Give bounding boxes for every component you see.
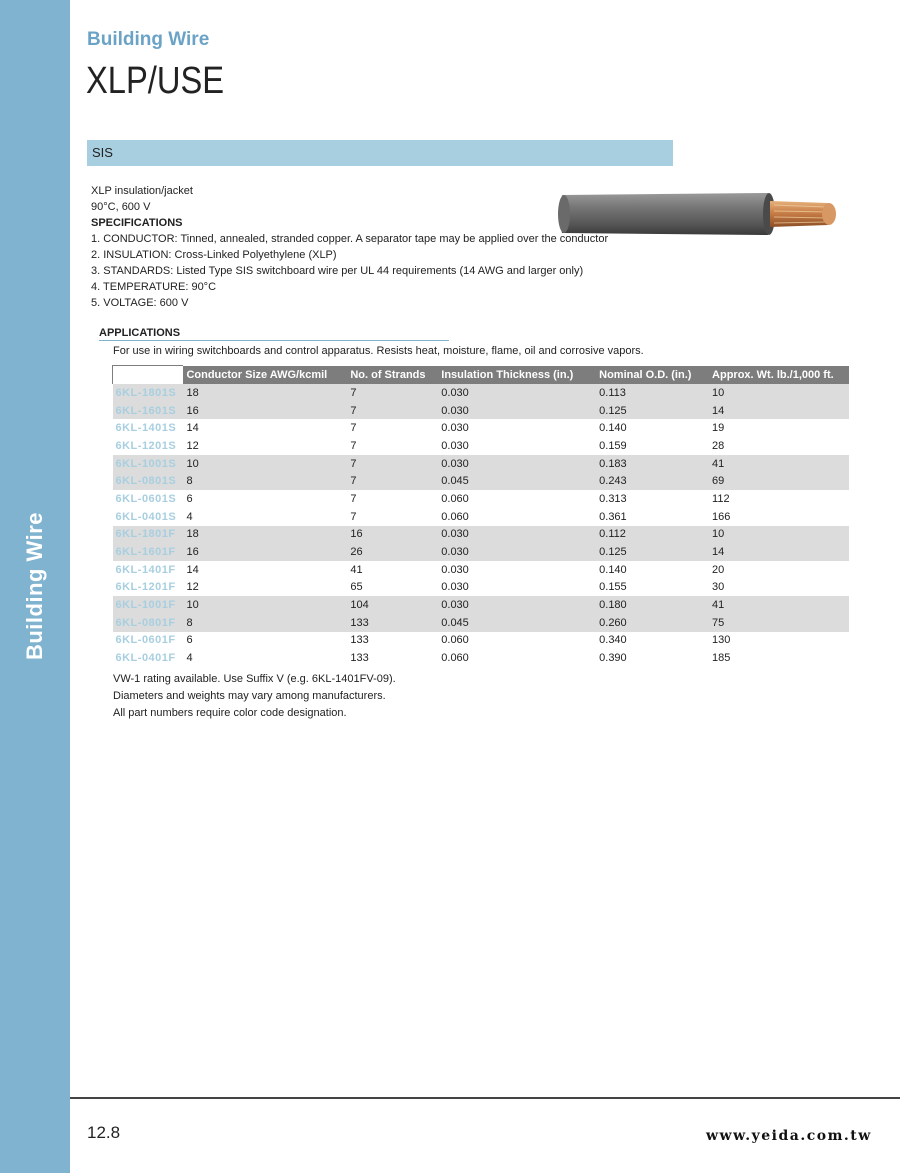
cell-conductor-size: 18 [183, 384, 347, 402]
table-row [113, 472, 850, 490]
cell-strands: 26 [347, 543, 438, 561]
table-row [113, 579, 850, 597]
cell-approx-weight: 75 [709, 614, 849, 632]
cell-insulation-thickness: 0.060 [441, 652, 469, 665]
side-label: Building Wire [22, 511, 47, 661]
cell-approx-weight: 166 [712, 510, 731, 523]
cell-conductor-size: 18 [183, 526, 347, 544]
cell-strands: 7 [347, 384, 438, 402]
cell-conductor-size: 16 [183, 543, 347, 561]
cell-nominal-od: 0.313 [599, 492, 627, 505]
cell-part-number: 6KL-0401F [115, 652, 176, 665]
applications-text: For use in wiring switchboards and control apparatus. Resists heat, moisture, flame, oil and corrosive vapors. [113, 345, 644, 357]
spec-item: 5. VOLTAGE: 600 V [91, 297, 189, 309]
cell-insulation-thickness: 0.030 [441, 563, 469, 576]
cell-insulation-thickness: 0.060 [441, 634, 469, 647]
cell-approx-weight: 30 [712, 581, 725, 594]
header-conductor-size: Conductor Size AWG/kcmil [183, 366, 347, 385]
cell-part-number: 6KL-0601F [115, 634, 176, 647]
cell-approx-weight: 10 [709, 526, 849, 544]
cell-part-number: 6KL-1001S [113, 455, 184, 473]
cell-insulation-thickness: 0.060 [441, 510, 469, 523]
note: Diameters and weights may vary among manufacturers. [113, 690, 386, 702]
cell-part-number: 6KL-1601F [113, 543, 184, 561]
cell-conductor-size: 14 [186, 563, 199, 576]
header-insulation: Insulation Thickness (in.) [438, 366, 596, 385]
cell-conductor-size: 10 [183, 455, 347, 473]
cell-part-number: 6KL-1401F [115, 563, 176, 576]
cell-approx-weight: 14 [709, 543, 849, 561]
table-header-row [113, 366, 850, 385]
cell-insulation-thickness: 0.030 [441, 581, 469, 594]
notes [113, 671, 396, 722]
cell-strands: 16 [347, 526, 438, 544]
website-link[interactable]: www.yeida.com.tw [706, 1128, 872, 1144]
cell-strands: 41 [350, 563, 363, 576]
cell-nominal-od: 0.361 [599, 510, 627, 523]
cell-strands: 7 [350, 510, 357, 523]
cell-strands: 7 [350, 439, 357, 452]
cell-insulation-thickness: 0.030 [441, 422, 469, 435]
cell-strands: 65 [350, 581, 363, 594]
cell-insulation-thickness: 0.030 [438, 526, 596, 544]
cell-conductor-size: 4 [186, 652, 193, 665]
cell-part-number: 6KL-1601S [113, 402, 184, 420]
cell-strands: 7 [347, 402, 438, 420]
cell-nominal-od: 0.155 [599, 581, 627, 594]
intro-line-1: XLP insulation/jacket [91, 185, 193, 197]
cell-conductor-size: 16 [183, 402, 347, 420]
cell-part-number: 6KL-0801F [113, 614, 184, 632]
cell-part-number: 6KL-1801F [113, 526, 184, 544]
spec-item: 1. CONDUCTOR: Tinned, annealed, stranded copper. A separator tape may be applied over the conductor [91, 233, 609, 245]
cell-insulation-thickness: 0.045 [438, 614, 596, 632]
note: All part numbers require color code designation. [113, 707, 347, 719]
spec-text-block [91, 183, 608, 311]
cell-approx-weight: 20 [712, 563, 725, 576]
table-row [113, 419, 850, 437]
cell-nominal-od: 0.243 [596, 472, 709, 490]
spec-table [112, 365, 849, 667]
cell-conductor-size: 6 [186, 492, 193, 505]
cell-insulation-thickness: 0.030 [438, 384, 596, 402]
cell-nominal-od: 0.159 [599, 439, 627, 452]
cell-conductor-size: 14 [186, 422, 199, 435]
cell-part-number: 6KL-1201F [115, 581, 176, 594]
table-row [113, 561, 850, 579]
cell-strands: 133 [350, 652, 369, 665]
cell-nominal-od: 0.125 [596, 402, 709, 420]
cell-part-number: 6KL-1801S [113, 384, 184, 402]
cell-approx-weight: 19 [712, 422, 725, 435]
table-row [113, 490, 850, 508]
cell-approx-weight: 10 [709, 384, 849, 402]
table-row [113, 596, 850, 614]
cell-strands: 7 [350, 422, 357, 435]
spec-item: 4. TEMPERATURE: 90°C [91, 281, 217, 293]
cell-insulation-thickness: 0.030 [438, 596, 596, 614]
side-bar [0, 0, 70, 1173]
section-title: SIS [92, 145, 113, 160]
spec-item: 3. STANDARDS: Listed Type SIS switchboard wire per UL 44 requirements (14 AWG and larger only) [91, 265, 584, 277]
category-heading: Building Wire [87, 29, 210, 50]
cell-approx-weight: 112 [712, 492, 730, 505]
cell-approx-weight: 130 [712, 634, 731, 647]
cell-nominal-od: 0.180 [596, 596, 709, 614]
header-od: Nominal O.D. (in.) [596, 366, 709, 385]
cell-nominal-od: 0.340 [599, 634, 627, 647]
header-weight: Approx. Wt. lb./1,000 ft. [709, 366, 849, 385]
cell-nominal-od: 0.125 [596, 543, 709, 561]
table-row [113, 526, 850, 544]
cell-approx-weight: 41 [709, 596, 849, 614]
table-row [113, 543, 850, 561]
cell-nominal-od: 0.140 [599, 422, 627, 435]
table-body [113, 384, 850, 667]
cell-conductor-size: 12 [186, 439, 199, 452]
cell-insulation-thickness: 0.030 [438, 543, 596, 561]
cell-approx-weight: 185 [712, 652, 731, 665]
spec-item: 2. INSULATION: Cross-Linked Polyethylene (XLP) [91, 249, 337, 261]
header-strands: No. of Strands [347, 366, 438, 385]
cell-insulation-thickness: 0.060 [441, 492, 469, 505]
table-row [113, 649, 850, 667]
table-row [113, 455, 850, 473]
cell-nominal-od: 0.113 [596, 384, 709, 402]
cell-insulation-thickness: 0.030 [441, 439, 469, 452]
cell-nominal-od: 0.112 [596, 526, 709, 544]
page-title: XLP/USE [86, 60, 225, 102]
applications-heading: APPLICATIONS [99, 327, 449, 341]
cell-insulation-thickness: 0.045 [438, 472, 596, 490]
cell-conductor-size: 10 [183, 596, 347, 614]
table-row [113, 508, 850, 526]
footer-divider [70, 1097, 900, 1099]
table-row [113, 632, 850, 650]
cell-strands: 104 [347, 596, 438, 614]
cell-nominal-od: 0.183 [596, 455, 709, 473]
cell-conductor-size: 8 [183, 472, 347, 490]
table-row [113, 402, 850, 420]
table-row [113, 384, 850, 402]
section-bar [87, 140, 673, 166]
cell-part-number: 6KL-0601S [115, 492, 177, 505]
cell-nominal-od: 0.260 [596, 614, 709, 632]
cell-conductor-size: 12 [186, 581, 199, 594]
cell-strands: 7 [347, 455, 438, 473]
cell-approx-weight: 69 [709, 472, 849, 490]
cell-strands: 133 [350, 634, 369, 647]
cell-insulation-thickness: 0.030 [438, 402, 596, 420]
cell-approx-weight: 41 [709, 455, 849, 473]
cell-part-number: 6KL-1001F [113, 596, 184, 614]
cell-nominal-od: 0.140 [599, 563, 627, 576]
cell-part-number: 6KL-1401S [115, 422, 177, 435]
cell-strands: 133 [347, 614, 438, 632]
note: VW-1 rating available. Use Suffix V (e.g. 6KL-1401FV-09). [113, 673, 396, 685]
cell-conductor-size: 4 [186, 510, 193, 523]
cell-conductor-size: 8 [183, 614, 347, 632]
table-row [113, 437, 850, 455]
table-row [113, 614, 850, 632]
page-number: 12.8 [87, 1123, 121, 1142]
cell-part-number: 6KL-0801S [113, 472, 184, 490]
cell-insulation-thickness: 0.030 [438, 455, 596, 473]
specifications-heading: SPECIFICATIONS [91, 217, 183, 229]
cell-conductor-size: 6 [186, 634, 193, 647]
cell-part-number: 6KL-0401S [115, 510, 177, 523]
header-blank-cell [113, 366, 184, 385]
cell-strands: 7 [350, 492, 357, 505]
cell-part-number: 6KL-1201S [115, 439, 177, 452]
cell-strands: 7 [347, 472, 438, 490]
cell-approx-weight: 14 [709, 402, 849, 420]
cell-approx-weight: 28 [712, 439, 725, 452]
intro-line-2: 90°C, 600 V [91, 201, 151, 213]
cell-nominal-od: 0.390 [599, 652, 627, 665]
